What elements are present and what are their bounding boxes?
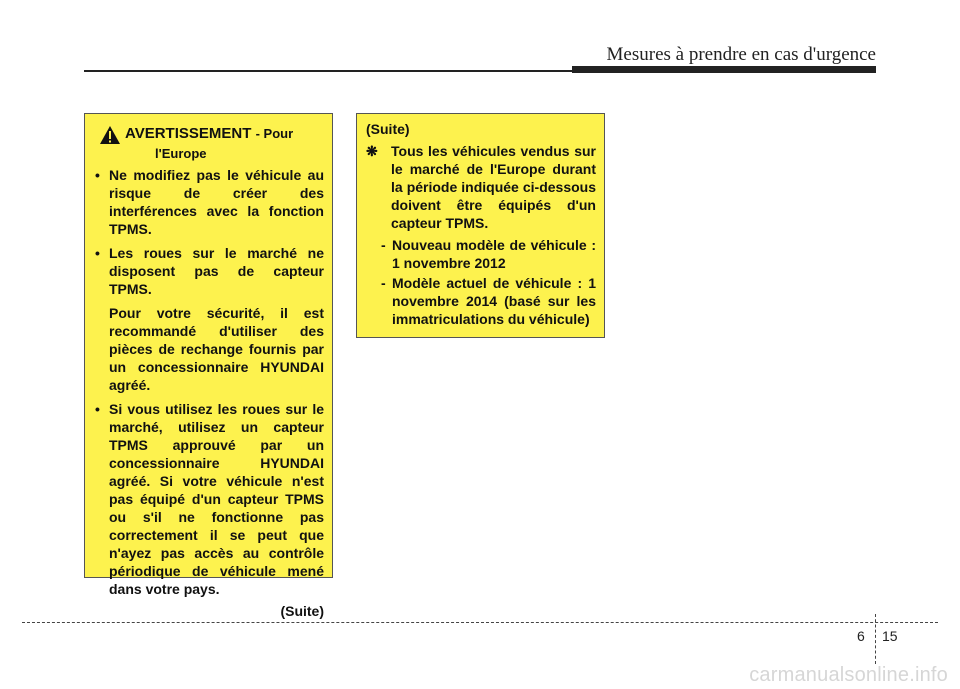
warning-heading-region: l'Europe xyxy=(155,146,207,161)
continued-box xyxy=(356,113,605,338)
warning-bullet xyxy=(95,166,324,238)
note-text: Tous les véhicules vendus sur le marché de l'Europe durant la période indiquée ci-dessous doivent être équipés d'un capteur TPMS. xyxy=(391,143,596,231)
date-list-item-text: Nouveau modèle de véhicule : 1 novembre 2012 xyxy=(392,237,596,271)
footer-divider xyxy=(875,614,876,664)
footer-rule xyxy=(22,622,938,623)
page-header-title: Mesures à prendre en cas d'urgence xyxy=(606,44,876,65)
note-paragraph xyxy=(366,142,596,232)
bullet-paragraph: Pour votre sécurité, il est recommandé d'utiliser des pièces de rechange fournis par un concessionnaire HYUNDAI agréé. xyxy=(109,305,324,393)
warning-bullet xyxy=(95,244,324,394)
continued-label: (Suite) xyxy=(280,603,324,619)
header-rule xyxy=(84,70,574,72)
header-rule-thick xyxy=(572,66,876,73)
warning-heading-label: AVERTISSEMENT xyxy=(125,125,252,142)
bullet-paragraph: • Ne modifiez pas le véhicule au risque de créer des interférences avec la fonction TPMS. xyxy=(109,167,324,237)
warning-triangle-icon xyxy=(99,125,121,145)
warning-bullet xyxy=(95,400,324,598)
chapter-number: 6 xyxy=(857,628,865,644)
warning-bullet-list xyxy=(95,166,324,598)
date-list-item-text: Modèle actuel de véhicule : 1 novembre 2014 (basé sur les immatriculations du véhicule) xyxy=(392,275,596,327)
warning-heading xyxy=(95,125,324,145)
continued-box-label: (Suite) xyxy=(366,121,410,137)
date-list-item: - Nouveau modèle de véhicule : 1 novembre 2012 xyxy=(381,237,596,271)
page-number: 15 xyxy=(882,628,898,644)
bullet-paragraph: • Les roues sur le marché ne disposent pas de capteur TPMS. xyxy=(109,245,324,297)
warning-box xyxy=(84,113,333,619)
watermark: carmanualsonline.info xyxy=(749,664,948,686)
warning-heading-suffix: - Pour xyxy=(255,126,294,141)
date-list-item: - Modèle actuel de véhicule : 1 novembre 2014 (basé sur les immatriculations du véhicule) xyxy=(381,275,596,327)
note-asterisk-icon: ❋ xyxy=(366,143,378,159)
bullet-paragraph: • Si vous utilisez les roues sur le marché, utilisez un capteur TPMS approuvé par un concessionnaire HYUNDAI agréé. Si votre véhicule n'est pas équipé d'un capteur TPMS ou s'il ne fonctionne pas correctement il se peut que n'ayez pas accès au contrôle périodique de véhicule mené dans votre pays. xyxy=(109,401,324,597)
